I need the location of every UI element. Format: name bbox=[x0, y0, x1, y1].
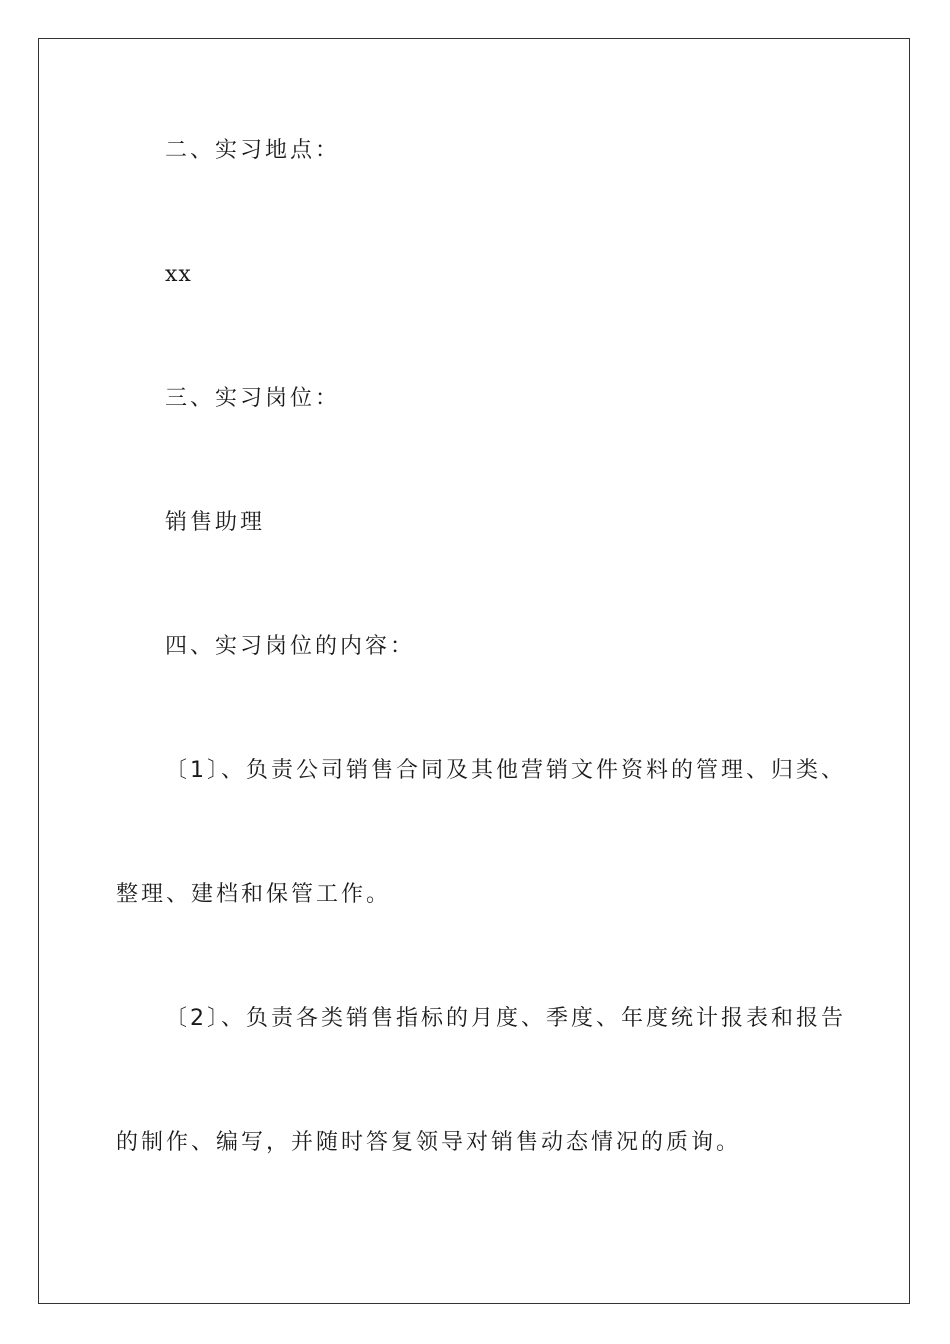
section-heading-position: 三、实习岗位： bbox=[165, 386, 341, 411]
duty-item-1-line-1: 〔1〕、负责公司销售合同及其他营销文件资料的管理、归类、 bbox=[165, 758, 846, 783]
duty-item-2-line-1: 〔2〕、负责各类销售指标的月度、季度、年度统计报表和报告 bbox=[165, 1006, 846, 1031]
section-heading-duties: 四、实习岗位的内容： bbox=[165, 634, 416, 659]
position-value: 销售助理 bbox=[165, 510, 266, 535]
duty-item-2-line-2: 的制作、编写，并随时答复领导对销售动态情况的质询。 bbox=[116, 1130, 742, 1155]
location-value: xx bbox=[165, 262, 192, 287]
duty-item-1-line-2: 整理、建档和保管工作。 bbox=[116, 882, 392, 907]
section-heading-location: 二、实习地点： bbox=[165, 138, 341, 163]
page-border bbox=[38, 38, 910, 1304]
